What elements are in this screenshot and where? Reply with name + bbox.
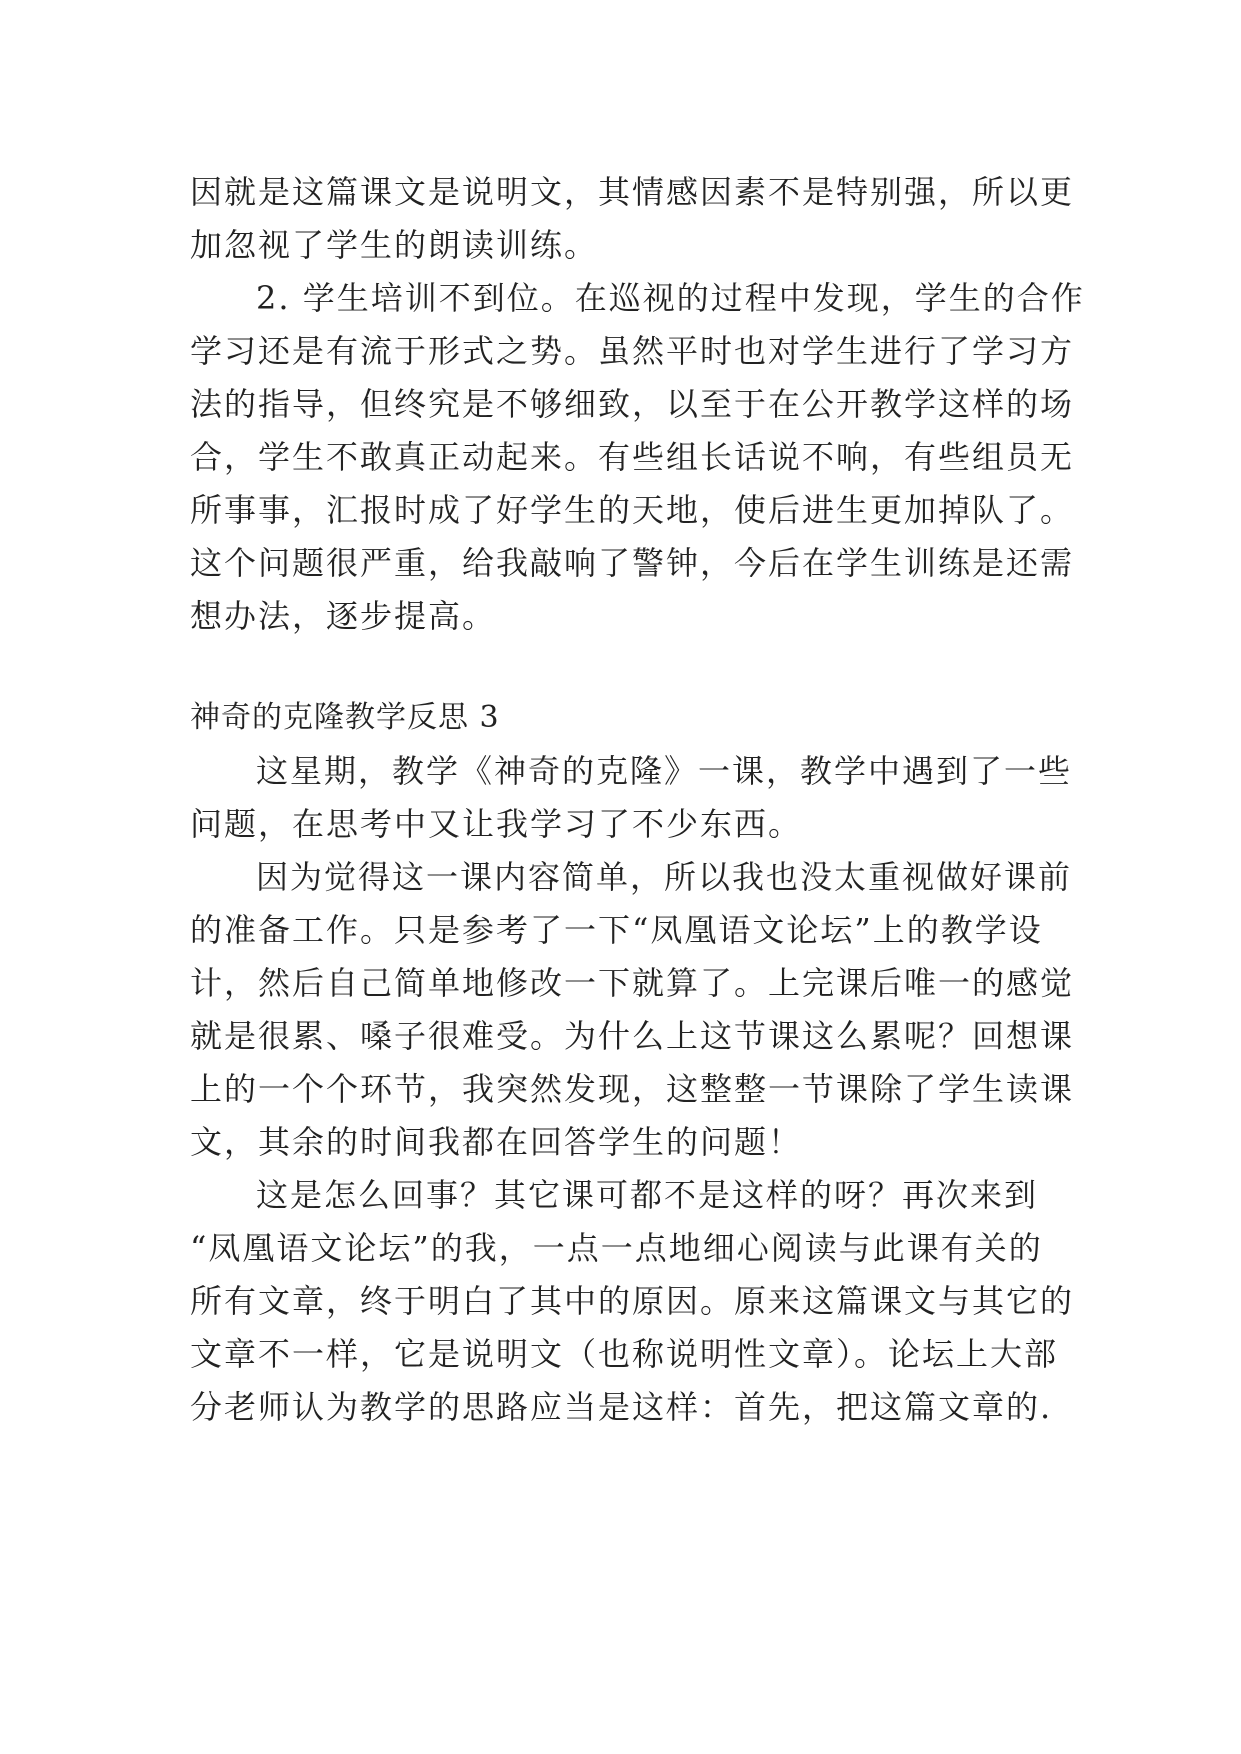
paragraph-2-line-6: 这个问题很严重，给我敲响了警钟，今后在学生训练是还需 (190, 544, 1075, 582)
paragraph-4-line-1: 因为觉得这一课内容简单，所以我也没太重视做好课前 (256, 858, 1073, 896)
paragraph-1-line-1: 因就是这篇课文是说明文，其情感因素不是特别强，所以更 (190, 173, 1075, 211)
paragraph-5-line-5: 分老师认为教学的思路应当是这样：首先，把这篇文章的. (190, 1388, 1053, 1426)
paragraph-5-line-4: 文章不一样，它是说明文（也称说明性文章）。论坛上大部 (190, 1335, 1059, 1373)
paragraph-1-line-2: 加忽视了学生的朗读训练。 (190, 226, 599, 264)
paragraph-5-line-1: 这是怎么回事？其它课可都不是这样的呀？再次来到 (256, 1176, 1039, 1214)
paragraph-2-line-7: 想办法，逐步提高。 (190, 597, 497, 635)
paragraph-2-line-4: 合，学生不敢真正动起来。有些组长话说不响，有些组员无 (190, 438, 1075, 476)
paragraph-5-line-3: 所有文章，终于明白了其中的原因。原来这篇课文与其它的 (190, 1282, 1075, 1320)
paragraph-5-line-2: “凤凰语文论坛”的我，一点一点地细心阅读与此课有关的 (190, 1229, 1043, 1267)
paragraph-4-line-3: 计，然后自己简单地修改一下就算了。上完课后唯一的感觉 (190, 964, 1075, 1002)
paragraph-3-line-1: 这星期，教学《神奇的克隆》一课，教学中遇到了一些 (256, 752, 1073, 790)
paragraph-2-line-1: 2. 学生培训不到位。在巡视的过程中发现，学生的合作 (256, 279, 1085, 317)
paragraph-4-line-2: 的准备工作。只是参考了一下“凤凰语文论坛”上的教学设 (190, 911, 1043, 949)
paragraph-2-line-5: 所事事，汇报时成了好学生的天地，使后进生更加掉队了。 (190, 491, 1075, 529)
paragraph-4-line-5: 上的一个个环节，我突然发现，这整整一节课除了学生读课 (190, 1070, 1075, 1108)
section-title: 神奇的克隆教学反思 3 (190, 700, 500, 735)
paragraph-2-line-3: 法的指导，但终究是不够细致，以至于在公开教学这样的场 (190, 385, 1075, 423)
paragraph-4-line-4: 就是很累、嗓子很难受。为什么上这节课这么累呢？回想课 (190, 1017, 1075, 1055)
paragraph-4-line-6: 文，其余的时间我都在回答学生的问题！ (190, 1123, 803, 1161)
paragraph-3-line-2: 问题，在思考中又让我学习了不少东西。 (190, 805, 803, 843)
paragraph-2-line-2: 学习还是有流于形式之势。虽然平时也对学生进行了学习方 (190, 332, 1075, 370)
